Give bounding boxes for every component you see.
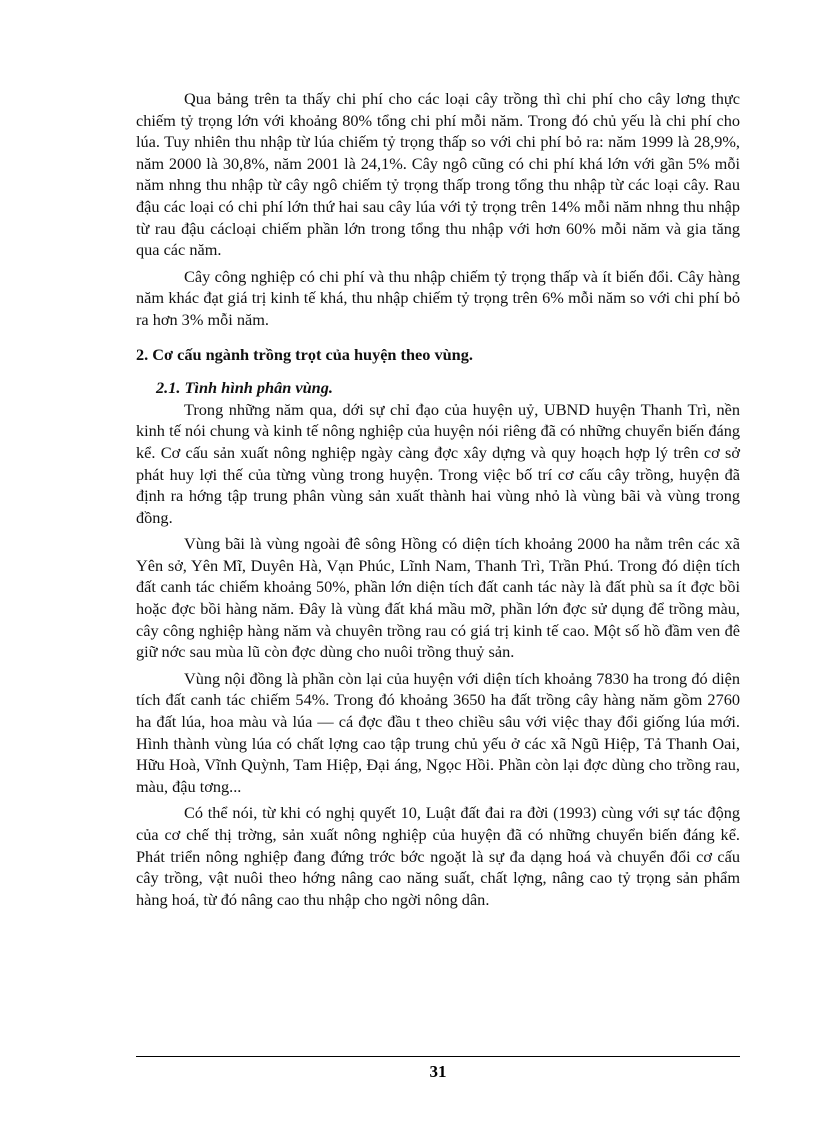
page-number: 31 — [429, 1062, 447, 1081]
section-heading: 2. Cơ cấu ngành trồng trọt của huyện theo vùng. — [136, 344, 473, 364]
footer-divider — [136, 1056, 740, 1057]
paragraph-cost-analysis: Qua bảng trên ta thấy chi phí cho các loại cây trồng thì chi phí cho cây lơng thực chiếm tỷ trọng lớn với khoảng 80% tổng chi phí mỗi năm. Trong đó chủ yếu là chi phí cho lúa. Tuy nhiên thu nhập từ lúa chiếm tỷ trọng thấp so với chi phí bỏ ra: năm 1999 là 28,9%, năm 2000 là 30,8%, năm 2001 là 24,1%. Cây ngô cũng có chi phí khá lớn với gần 5% mỗi năm nhng thu nhập từ cây ngô chiếm tỷ trọng thấp trong tổng thu nhập từ các loại cây. Rau đậu các loại có chi phí lớn thứ hai sau cây lúa với tỷ trọng trên 14% mỗi năm nhng thu nhập từ rau đậu cácloại chiếm phần lớn trong tổng thu nhập với hơn 60% mỗi năm và gia tăng qua các năm. — [136, 89, 740, 260]
paragraph-conclusion: Có thể nói, từ khi có nghị quyết 10, Luật đất đai ra đời (1993) cùng với sự tác động của cơ chế thị trờng, sản xuất nông nghiệp của huyện đã có những chuyển biến đáng kể. Phát triển nông nghiệp đang đứng trớc bớc ngoặt là sự đa dạng hoá và chuyển đổi cơ cấu cây trồng, vật nuôi theo hớng nâng cao năng suất, chất lợng, nâng cao tỷ trọng sản phẩm hàng hoá, từ đó nâng cao thu nhập cho ngời nông dân. — [136, 803, 740, 909]
subsection-heading: 2.1. Tình hình phân vùng. — [156, 378, 333, 398]
paragraph-industrial-crops: Cây công nghiệp có chi phí và thu nhập chiếm tỷ trọng thấp và ít biến đổi. Cây hàng năm khác đạt giá trị kinh tế khá, thu nhập chiếm tỷ trọng trên 6% mỗi năm so với chi phí bỏ ra hơn 3% mỗi năm. — [136, 266, 740, 329]
paragraph-alluvial-zone: Vùng bãi là vùng ngoài đê sông Hồng có diện tích khoảng 2000 ha nằm trên các xã Yên sở, Yên Mĩ, Duyên Hà, Vạn Phúc, Lĩnh Nam, Thanh Trì, Trần Phú. Trong đó diện tích đất canh tác chiếm khoảng 50%, phần lớn diện tích đất canh tác này là đất phù sa ít đợc bồi hoặc đợc bồi hàng năm. Đây là vùng đất khá mầu mỡ, phần lớn đợc sử dụng để trồng màu, cây công nghiệp hàng năm và chuyên trồng rau có giá trị kinh tế cao. Một số hồ đầm ven đê giữ nớc sau mùa lũ còn đợc dùng cho nuôi trồng thuỷ sản. — [136, 534, 740, 662]
document-page — [136, 88, 740, 915]
paragraph-inland-zone: Vùng nội đồng là phần còn lại của huyện với diện tích khoảng 7830 ha trong đó diện tích đất canh tác chiếm 54%. Trong đó khoảng 3650 ha đất trồng cây hàng năm gồm 2760 ha đất lúa, hoa màu và lúa — cá đợc đầu t theo chiều sâu với việc thay đổi giống lúa mới. Hình thành vùng lúa có chất lợng cao tập trung chủ yếu ở các xã Ngũ Hiệp, Tả Thanh Oai, Hữu Hoà, Vĩnh Quỳnh, Tam Hiệp, Đại áng, Ngọc Hồi. Phần còn lại đợc dùng cho trồng rau, màu, đậu tơng... — [136, 668, 740, 796]
paragraph-zoning-overview: Trong những năm qua, dới sự chỉ đạo của huyện uỷ, UBND huyện Thanh Trì, nền kinh tế nói chung và kinh tế nông nghiệp của huyện nói riêng đã có những chuyển biến đáng kể. Cơ cấu sản xuất nông nghiệp ngày càng đợc xây dựng và quy hoạch hợp lý trên cơ sở phát huy lợi thế của từng vùng trong huyện. Trong việc bố trí cơ cấu cây trồng, huyện đã định ra hớng tập trung phân vùng sản xuất thành hai vùng nhỏ là vùng bãi và vùng trong đồng. — [136, 399, 740, 527]
